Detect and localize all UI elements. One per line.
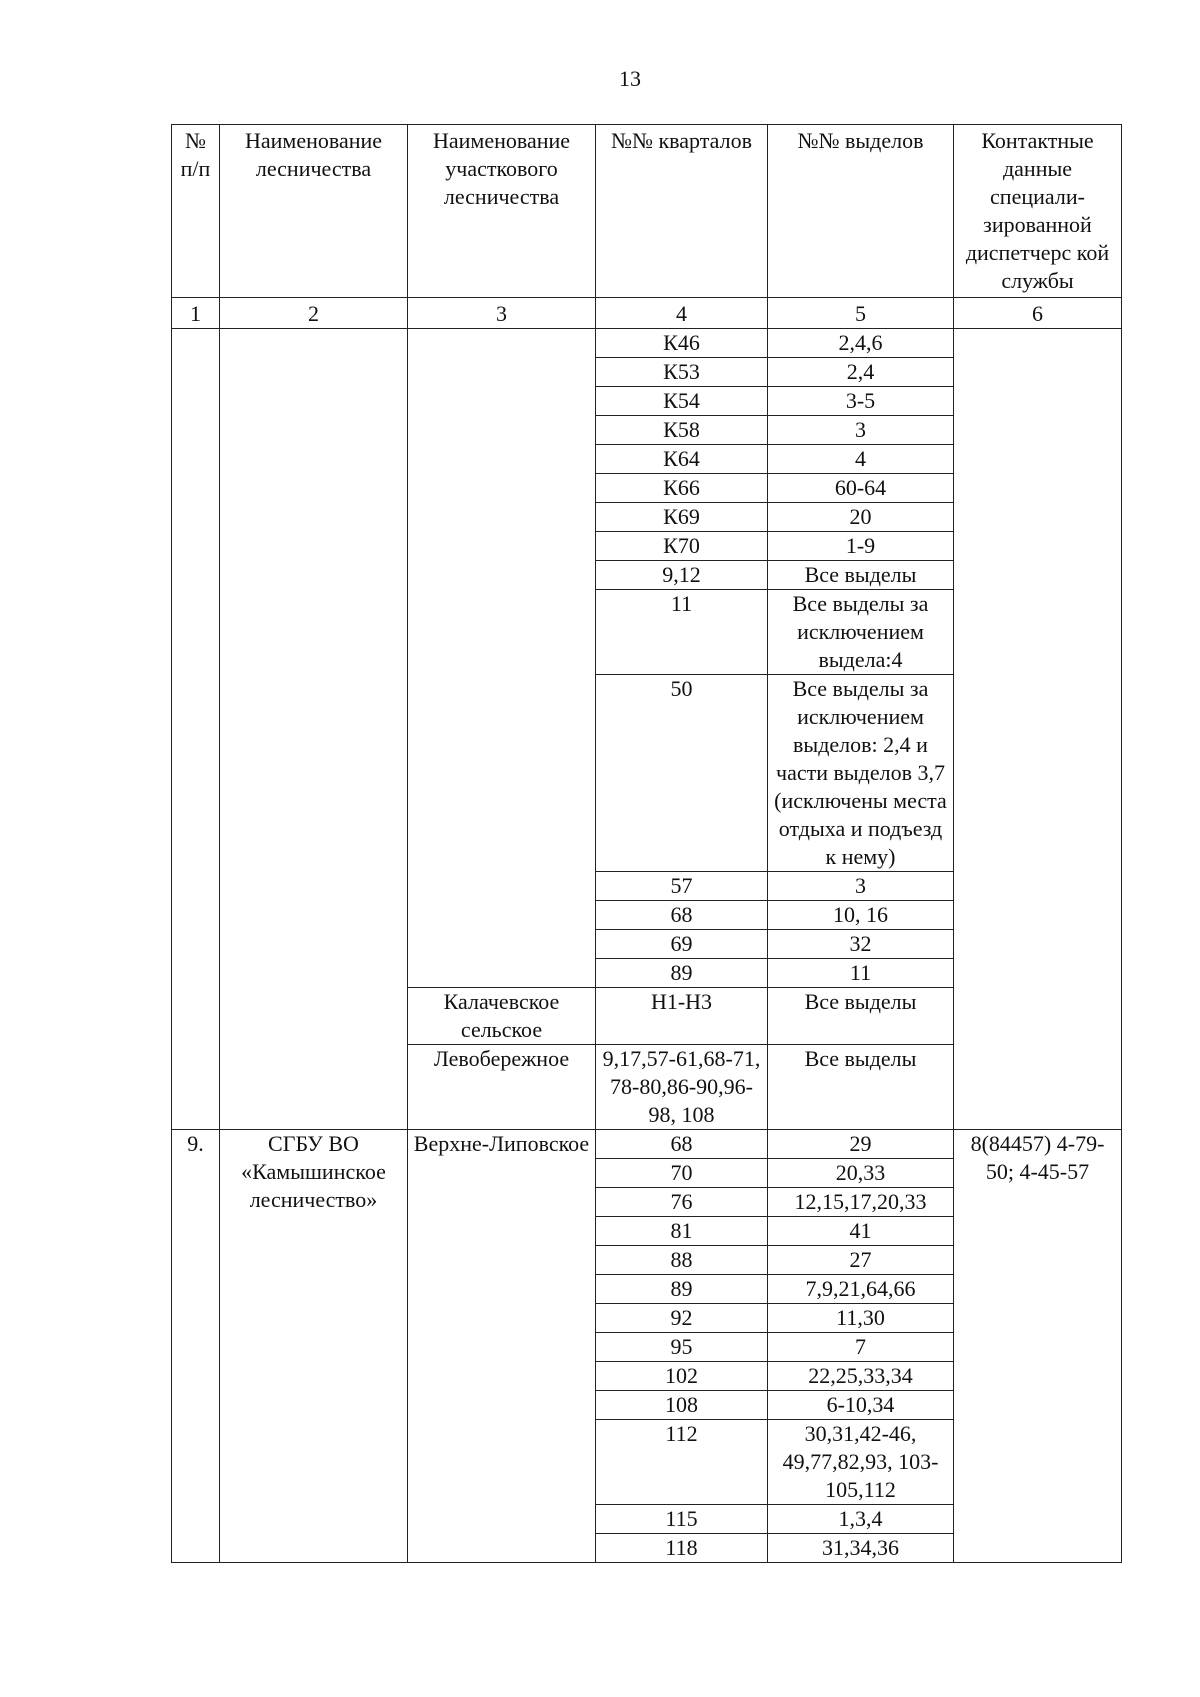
forestry-table — [171, 124, 1122, 1563]
quarter-cell: 89 — [596, 1275, 768, 1304]
plots-cell: 10, 16 — [768, 901, 954, 930]
plots-cell: 7 — [768, 1333, 954, 1362]
plots-cell: 2,4 — [768, 358, 954, 387]
plots-cell: 4 — [768, 445, 954, 474]
quarter-cell: К54 — [596, 387, 768, 416]
quarter-cell: К46 — [596, 329, 768, 358]
district-cell: Верхне-Липовское — [408, 1130, 596, 1563]
quarter-cell: 9,17,57-61,68-71, 78-80,86-90,96-98, 108 — [596, 1045, 768, 1130]
plots-cell: 12,15,17,20,33 — [768, 1188, 954, 1217]
plots-cell: 22,25,33,34 — [768, 1362, 954, 1391]
table-row — [172, 329, 1122, 358]
plots-cell: 3 — [768, 872, 954, 901]
plots-cell: Все выделы — [768, 1045, 954, 1130]
plots-cell: Все выделы — [768, 561, 954, 590]
plots-cell: Все выделы за исключением выделов: 2,4 и части выделов 3,7 (исключены места отдыха и подъезд к нему) — [768, 675, 954, 872]
plots-cell: 3-5 — [768, 387, 954, 416]
header-plots: №№ выделов — [768, 125, 954, 298]
column-number-row — [172, 298, 1122, 329]
header-district: Наименование участкового лесничества — [408, 125, 596, 298]
column-number: 2 — [220, 298, 408, 329]
plots-cell: Все выделы за исключением выдела:4 — [768, 590, 954, 675]
plots-cell: 7,9,21,64,66 — [768, 1275, 954, 1304]
quarter-cell: К58 — [596, 416, 768, 445]
plots-cell: 29 — [768, 1130, 954, 1159]
plots-cell: 27 — [768, 1246, 954, 1275]
header-number: № п/п — [172, 125, 220, 298]
quarter-cell: 68 — [596, 901, 768, 930]
forestry-cell: СГБУ ВО «Камышинское лесничество» — [220, 1130, 408, 1563]
plots-cell: 11 — [768, 959, 954, 988]
quarter-cell: 118 — [596, 1534, 768, 1563]
table-row — [172, 1130, 1122, 1159]
quarter-cell: К64 — [596, 445, 768, 474]
plots-cell: 1,3,4 — [768, 1505, 954, 1534]
district-cell — [408, 329, 596, 988]
quarter-cell: 102 — [596, 1362, 768, 1391]
plots-cell: 3 — [768, 416, 954, 445]
forestry-cell — [220, 329, 408, 1130]
header-row — [172, 125, 1122, 298]
plots-cell: 20 — [768, 503, 954, 532]
plots-cell: 20,33 — [768, 1159, 954, 1188]
quarter-cell: 89 — [596, 959, 768, 988]
plots-cell: Все выделы — [768, 988, 954, 1045]
quarter-cell: 57 — [596, 872, 768, 901]
plots-cell: 30,31,42-46, 49,77,82,93, 103-105,112 — [768, 1420, 954, 1505]
quarter-cell: 81 — [596, 1217, 768, 1246]
column-number: 6 — [954, 298, 1122, 329]
quarter-cell: 68 — [596, 1130, 768, 1159]
quarter-cell: К69 — [596, 503, 768, 532]
header-forestry: Наименование лесничества — [220, 125, 408, 298]
quarter-cell: 112 — [596, 1420, 768, 1505]
district-cell: Калачевское сельское — [408, 988, 596, 1045]
plots-cell: 31,34,36 — [768, 1534, 954, 1563]
quarter-cell: 108 — [596, 1391, 768, 1420]
contacts-cell — [954, 329, 1122, 1130]
column-number: 5 — [768, 298, 954, 329]
quarter-cell: 88 — [596, 1246, 768, 1275]
header-quarters: №№ кварталов — [596, 125, 768, 298]
plots-cell: 6-10,34 — [768, 1391, 954, 1420]
row-number-cell — [172, 329, 220, 1130]
plots-cell: 41 — [768, 1217, 954, 1246]
quarter-cell: Н1-Н3 — [596, 988, 768, 1045]
quarter-cell: 70 — [596, 1159, 768, 1188]
quarter-cell: К66 — [596, 474, 768, 503]
quarter-cell: К70 — [596, 532, 768, 561]
row-number-cell: 9. — [172, 1130, 220, 1563]
contacts-cell: 8(84457) 4-79-50; 4-45-57 — [954, 1130, 1122, 1563]
column-number: 1 — [172, 298, 220, 329]
plots-cell: 32 — [768, 930, 954, 959]
quarter-cell: 92 — [596, 1304, 768, 1333]
plots-cell: 11,30 — [768, 1304, 954, 1333]
quarter-cell: 9,12 — [596, 561, 768, 590]
page-number: 13 — [619, 66, 641, 91]
quarter-cell: 95 — [596, 1333, 768, 1362]
quarter-cell: 69 — [596, 930, 768, 959]
quarter-cell: 76 — [596, 1188, 768, 1217]
column-number: 3 — [408, 298, 596, 329]
header-contacts: Контактные данные специали-зированной диспетчерс кой службы — [954, 125, 1122, 298]
quarter-cell: 50 — [596, 675, 768, 872]
quarter-cell: 115 — [596, 1505, 768, 1534]
plots-cell: 2,4,6 — [768, 329, 954, 358]
quarter-cell: 11 — [596, 590, 768, 675]
quarter-cell: К53 — [596, 358, 768, 387]
district-cell: Левобережное — [408, 1045, 596, 1130]
plots-cell: 1-9 — [768, 532, 954, 561]
column-number: 4 — [596, 298, 768, 329]
plots-cell: 60-64 — [768, 474, 954, 503]
